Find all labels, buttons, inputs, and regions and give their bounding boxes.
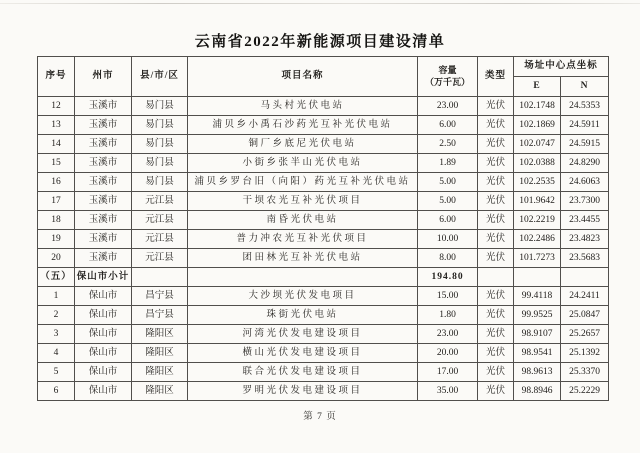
- cell-n: 25.1392: [561, 344, 609, 363]
- cell-no: 12: [38, 97, 75, 116]
- cell-no: 17: [38, 192, 75, 211]
- cell-city: 保山市: [75, 306, 132, 325]
- header-east: E: [514, 77, 561, 97]
- cell-project-name: 浦贝乡小禹石沙药光互补光伏电站: [188, 116, 418, 135]
- cell-no: 16: [38, 173, 75, 192]
- cell-project-name: 罗明光伏发电建设项目: [188, 382, 418, 401]
- cell-county: 昌宁县: [132, 306, 188, 325]
- cell-capacity: 194.80: [418, 268, 478, 287]
- cell-n: 23.4823: [561, 230, 609, 249]
- header-type: 类型: [478, 57, 514, 97]
- cell-county: 元江县: [132, 230, 188, 249]
- cell-county: 元江县: [132, 249, 188, 268]
- cell-no: 18: [38, 211, 75, 230]
- cell-e: 99.4118: [514, 287, 561, 306]
- cell-city: 保山市: [75, 363, 132, 382]
- cell-county: 隆阳区: [132, 344, 188, 363]
- cell-project-name: 铜厂乡底尼光伏电站: [188, 135, 418, 154]
- cell-type: 光伏: [478, 135, 514, 154]
- table-body: [38, 97, 609, 401]
- header-capacity: [418, 57, 478, 97]
- cell-project-name: 浦贝乡罗台旧（向阳）药光互补光伏电站: [188, 173, 418, 192]
- cell-n: 23.4455: [561, 211, 609, 230]
- cell-capacity: 2.50: [418, 135, 478, 154]
- table-row: [38, 363, 609, 382]
- cell-project-name: 河湾光伏发电建设项目: [188, 325, 418, 344]
- table-row: [38, 211, 609, 230]
- cell-county: 易门县: [132, 116, 188, 135]
- cell-city: 玉溪市: [75, 211, 132, 230]
- cell-type: 光伏: [478, 173, 514, 192]
- cell-e: 101.7273: [514, 249, 561, 268]
- table-row: [38, 230, 609, 249]
- header-no: 序号: [38, 57, 75, 97]
- page-number: 第 7 页: [303, 412, 337, 422]
- cell-no: 1: [38, 287, 75, 306]
- cell-n: 23.5683: [561, 249, 609, 268]
- cell-no: 2: [38, 306, 75, 325]
- cell-e: 102.1748: [514, 97, 561, 116]
- cell-type: 光伏: [478, 211, 514, 230]
- cell-n: 24.5353: [561, 97, 609, 116]
- cell-type: 光伏: [478, 192, 514, 211]
- cell-no: 13: [38, 116, 75, 135]
- cell-n: 24.8290: [561, 154, 609, 173]
- cell-n: 24.6063: [561, 173, 609, 192]
- cell-type: 光伏: [478, 306, 514, 325]
- cell-project-name: 横山光伏发电建设项目: [188, 344, 418, 363]
- cell-city: 玉溪市: [75, 116, 132, 135]
- table-row: [38, 306, 609, 325]
- cell-n: [561, 268, 609, 287]
- cell-city: 保山市: [75, 287, 132, 306]
- cell-city: 保山市: [75, 382, 132, 401]
- cell-e: 99.9525: [514, 306, 561, 325]
- cell-project-name: 珠街光伏电站: [188, 306, 418, 325]
- cell-project-name: 大沙坝光伏发电项目: [188, 287, 418, 306]
- table-row: [38, 344, 609, 363]
- project-table: [37, 56, 609, 401]
- cell-no: 6: [38, 382, 75, 401]
- cell-project-name: 干坝农光互补光伏项目: [188, 192, 418, 211]
- cell-type: 光伏: [478, 154, 514, 173]
- table-row: [38, 382, 609, 401]
- cell-project-name: 小街乡张半山光伏电站: [188, 154, 418, 173]
- cell-county: 易门县: [132, 173, 188, 192]
- cell-type: 光伏: [478, 363, 514, 382]
- cell-e: 102.2486: [514, 230, 561, 249]
- cell-e: 102.0747: [514, 135, 561, 154]
- cell-type: 光伏: [478, 249, 514, 268]
- table-header: [38, 57, 609, 97]
- cell-capacity: 1.80: [418, 306, 478, 325]
- header-project-name: 项目名称: [188, 57, 418, 97]
- cell-city: 玉溪市: [75, 249, 132, 268]
- cell-capacity: 8.00: [418, 249, 478, 268]
- cell-capacity: 15.00: [418, 287, 478, 306]
- cell-project-name: 普力冲农光互补光伏项目: [188, 230, 418, 249]
- cell-city: 玉溪市: [75, 192, 132, 211]
- cell-project-name: 马头村光伏电站: [188, 97, 418, 116]
- cell-no: 4: [38, 344, 75, 363]
- cell-e: 102.0388: [514, 154, 561, 173]
- header-county: 县/市/区: [132, 57, 188, 97]
- cell-county: 元江县: [132, 211, 188, 230]
- cell-no: （五）: [38, 268, 75, 287]
- cell-e: 102.1869: [514, 116, 561, 135]
- cell-capacity: 10.00: [418, 230, 478, 249]
- cell-county: 元江县: [132, 192, 188, 211]
- cell-city: 玉溪市: [75, 154, 132, 173]
- cell-no: 20: [38, 249, 75, 268]
- table-row: [38, 135, 609, 154]
- cell-n: 25.2657: [561, 325, 609, 344]
- cell-county: [132, 268, 188, 287]
- cell-capacity: 23.00: [418, 325, 478, 344]
- cell-e: 102.2535: [514, 173, 561, 192]
- table-row: [38, 116, 609, 135]
- header-capacity-line2: （万千瓦）: [424, 76, 470, 87]
- cell-project-name: 团田林光互补光伏电站: [188, 249, 418, 268]
- cell-county: 昌宁县: [132, 287, 188, 306]
- cell-project-name: 联合光伏发电建设项目: [188, 363, 418, 382]
- cell-type: [478, 268, 514, 287]
- cell-city: 玉溪市: [75, 97, 132, 116]
- cell-county: 隆阳区: [132, 382, 188, 401]
- cell-e: 98.9541: [514, 344, 561, 363]
- table-row: [38, 249, 609, 268]
- cell-city: 保山市: [75, 325, 132, 344]
- cell-type: 光伏: [478, 344, 514, 363]
- cell-type: 光伏: [478, 97, 514, 116]
- cell-type: 光伏: [478, 382, 514, 401]
- cell-project-name: [188, 268, 418, 287]
- table-row: [38, 154, 609, 173]
- cell-county: 易门县: [132, 97, 188, 116]
- cell-county: 隆阳区: [132, 325, 188, 344]
- cell-no: 3: [38, 325, 75, 344]
- cell-n: 25.2229: [561, 382, 609, 401]
- cell-e: 98.9613: [514, 363, 561, 382]
- cell-capacity: 20.00: [418, 344, 478, 363]
- cell-n: 25.0847: [561, 306, 609, 325]
- cell-capacity: 6.00: [418, 211, 478, 230]
- page-title: 云南省2022年新能源项目建设清单: [194, 34, 446, 50]
- cell-e: 101.9642: [514, 192, 561, 211]
- cell-no: 19: [38, 230, 75, 249]
- table-row: [38, 325, 609, 344]
- cell-n: 24.2411: [561, 287, 609, 306]
- cell-city: 保山市: [75, 344, 132, 363]
- cell-city: 玉溪市: [75, 230, 132, 249]
- cell-n: 24.5915: [561, 135, 609, 154]
- table-row-subtotal: [38, 268, 609, 287]
- cell-city: 玉溪市: [75, 173, 132, 192]
- cell-no: 5: [38, 363, 75, 382]
- cell-n: 23.7300: [561, 192, 609, 211]
- cell-city: 保山市小计: [75, 268, 132, 287]
- cell-type: 光伏: [478, 287, 514, 306]
- cell-type: 光伏: [478, 230, 514, 249]
- table-row: [38, 287, 609, 306]
- cell-capacity: 17.00: [418, 363, 478, 382]
- cell-county: 易门县: [132, 135, 188, 154]
- cell-capacity: 5.00: [418, 173, 478, 192]
- cell-capacity: 1.89: [418, 154, 478, 173]
- scan-edge-line: [0, 3, 640, 4]
- cell-county: 隆阳区: [132, 363, 188, 382]
- cell-no: 15: [38, 154, 75, 173]
- cell-no: 14: [38, 135, 75, 154]
- table-row: [38, 97, 609, 116]
- cell-county: 易门县: [132, 154, 188, 173]
- cell-project-name: 南昏光伏电站: [188, 211, 418, 230]
- cell-e: 98.9107: [514, 325, 561, 344]
- cell-type: 光伏: [478, 325, 514, 344]
- cell-e: [514, 268, 561, 287]
- cell-n: 25.3370: [561, 363, 609, 382]
- header-north: N: [561, 77, 609, 97]
- cell-capacity: 23.00: [418, 97, 478, 116]
- header-coordinates: 场址中心点坐标: [514, 57, 609, 77]
- cell-capacity: 35.00: [418, 382, 478, 401]
- cell-e: 102.2219: [514, 211, 561, 230]
- header-city: 州市: [75, 57, 132, 97]
- header-capacity-line1: 容量: [438, 65, 457, 76]
- cell-capacity: 6.00: [418, 116, 478, 135]
- cell-capacity: 5.00: [418, 192, 478, 211]
- table-row: [38, 173, 609, 192]
- table-row: [38, 192, 609, 211]
- cell-n: 24.5911: [561, 116, 609, 135]
- cell-city: 玉溪市: [75, 135, 132, 154]
- cell-e: 98.8946: [514, 382, 561, 401]
- cell-type: 光伏: [478, 116, 514, 135]
